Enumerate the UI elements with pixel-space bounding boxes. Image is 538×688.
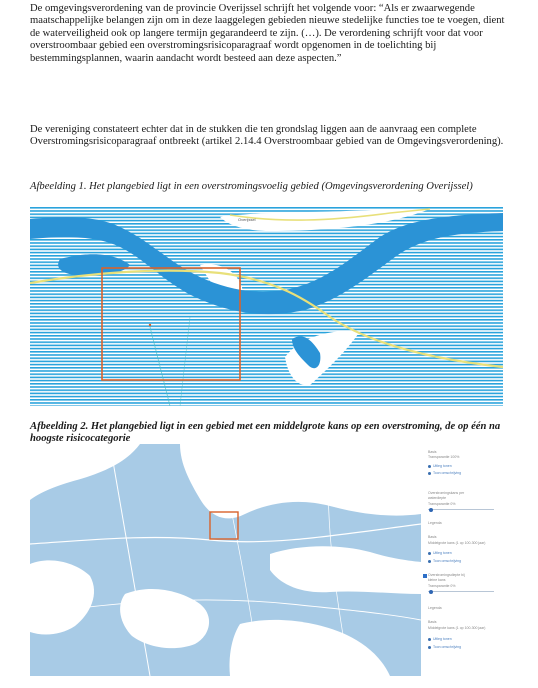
legend-link-label: Toon omschrijving xyxy=(433,559,462,563)
info-icon xyxy=(428,465,431,468)
doc-icon xyxy=(428,646,431,649)
legend-label: Transparantie 0% xyxy=(428,584,456,588)
legend-link[interactable] xyxy=(428,551,452,555)
legend-link[interactable] xyxy=(428,559,461,563)
figure-1-caption: Afbeelding 1. Het plangebied ligt in een overstromingsvoelig gebied (Omgevingsverordening Overijssel) xyxy=(30,181,473,192)
info-icon xyxy=(428,552,431,555)
legend-link-label: Toon omschrijving xyxy=(433,645,462,649)
legend-link[interactable] xyxy=(428,471,461,475)
legend-label: Basis xyxy=(428,535,437,539)
transparency-slider[interactable] xyxy=(428,509,494,510)
legend-label: kleine kans xyxy=(428,578,446,582)
paragraph-omgevingsverordening: De omgevingsverordening van de provincie Overijssel schrijft het volgende voor: “Als er zwaarwegende maatschappelijke belangen zijn om in deze laaggelegen gebieden nieuwe stedelijke functies toe te voegen, dient de waterveiligheid ook op langere termijn gegarandeerd te zijn. (…). De verordening schrijft voor dat voor overstroombaar gebied een overstromingsrisicoparagraaf wordt opgenomen in de toelichting bij bestemmingsplannen, waarin aandacht wordt besteed aan deze aspecten.” xyxy=(30,3,505,64)
slider-knob[interactable] xyxy=(429,508,433,512)
legend-link[interactable] xyxy=(428,645,461,649)
figure-2-flood-risk-map xyxy=(30,444,421,676)
doc-icon xyxy=(428,560,431,563)
legend-label: Middelgrote kans (1 op 100-300 jaar) xyxy=(428,541,486,545)
legend-link[interactable] xyxy=(428,637,452,641)
legend-link-label: Toon omschrijving xyxy=(433,471,462,475)
figure-2-map-graphic xyxy=(30,444,421,676)
legend-label: Legenda xyxy=(428,521,442,525)
doc-icon xyxy=(428,472,431,475)
paragraph-vereniging: De vereniging constateert echter dat in de stukken die ten grondslag liggen aan de aanvraag een complete Overstromingsrisicoparagraaf ontbreekt (artikel 2.14.4 Overstroombaar gebied van de Omgevingsverordening). xyxy=(30,124,504,148)
legend-label: Legenda xyxy=(428,606,442,610)
legend-label: Basis xyxy=(428,620,437,624)
legend-link[interactable] xyxy=(428,464,452,468)
map-label: Overijssel xyxy=(238,217,256,222)
legend-link-label: Uitleg tonen xyxy=(433,464,452,468)
info-icon xyxy=(428,638,431,641)
legend-link-label: Uitleg tonen xyxy=(433,637,452,641)
legend-label: Middelgrote kans (1 op 100-300 jaar) xyxy=(428,626,486,630)
layer-checkbox[interactable] xyxy=(423,574,427,578)
slider-knob[interactable] xyxy=(429,590,433,594)
legend-label: waterdiepte xyxy=(428,496,447,500)
plan-area-marker xyxy=(149,324,151,326)
legend-label: Overstromingsdiepte bij xyxy=(428,573,465,577)
transparency-slider[interactable] xyxy=(428,591,494,592)
map-legend-panel xyxy=(423,450,503,676)
legend-label: Transparantie 100% xyxy=(428,455,460,459)
figure-1-map-graphic xyxy=(30,207,503,406)
legend-link-label: Uitleg tonen xyxy=(433,551,452,555)
legend-label: Overstromingskans per xyxy=(428,491,465,495)
legend-label: Basis xyxy=(428,450,437,454)
figure-1-flood-map xyxy=(30,207,503,406)
legend-label: Transparantie 0% xyxy=(428,502,456,506)
figure-2-caption: Afbeelding 2. Het plangebied ligt in een gebied met een middelgrote kans op een overstroming, de op één na hoogste risicocategorie xyxy=(30,421,501,445)
